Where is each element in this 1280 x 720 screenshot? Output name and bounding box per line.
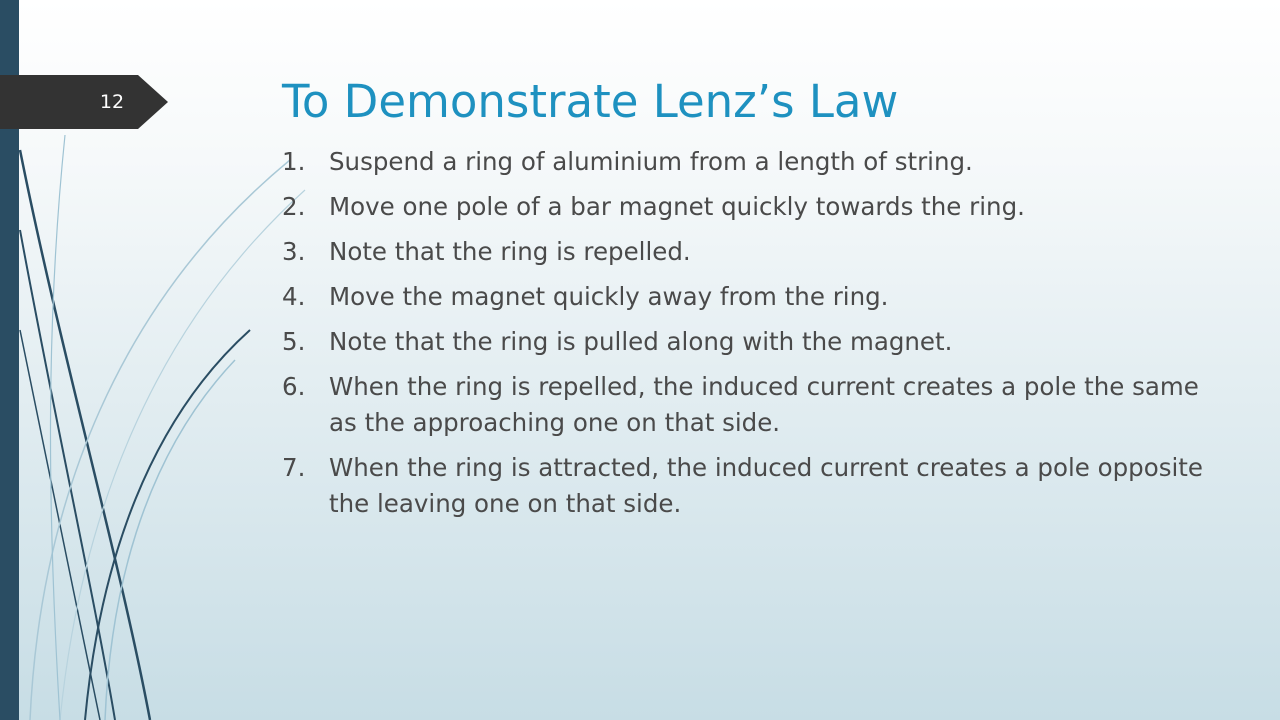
list-item-number: 3. [282,237,306,266]
steps-list [282,144,1212,531]
list-item-number: 7. [282,453,306,482]
list-item [282,144,1212,180]
list-item [282,189,1212,225]
list-item [282,324,1212,360]
slide-title: To Demonstrate Lenz’s Law [282,75,899,128]
list-item [282,279,1212,315]
list-item-number: 4. [282,282,306,311]
list-item-number: 1. [282,147,306,176]
list-item-number: 5. [282,327,306,356]
list-item-text: Move one pole of a bar magnet quickly towards the ring. [329,192,1025,221]
slide-number-tab [0,75,168,129]
list-item-text: When the ring is attracted, the induced current creates a pole opposite the leaving one on that side. [329,453,1203,518]
list-item-text: Note that the ring is pulled along with the magnet. [329,327,953,356]
list-item [282,234,1212,270]
list-item-number: 2. [282,192,306,221]
list-item [282,369,1212,441]
list-item [282,450,1212,522]
list-item-text: Move the magnet quickly away from the ring. [329,282,889,311]
list-item-text: Suspend a ring of aluminium from a length of string. [329,147,973,176]
list-item-text: Note that the ring is repelled. [329,237,691,266]
list-item-text: When the ring is repelled, the induced current creates a pole the same as the approaching one on that side. [329,372,1199,437]
list-item-number: 6. [282,372,306,401]
slide-number: 12 [99,91,125,113]
